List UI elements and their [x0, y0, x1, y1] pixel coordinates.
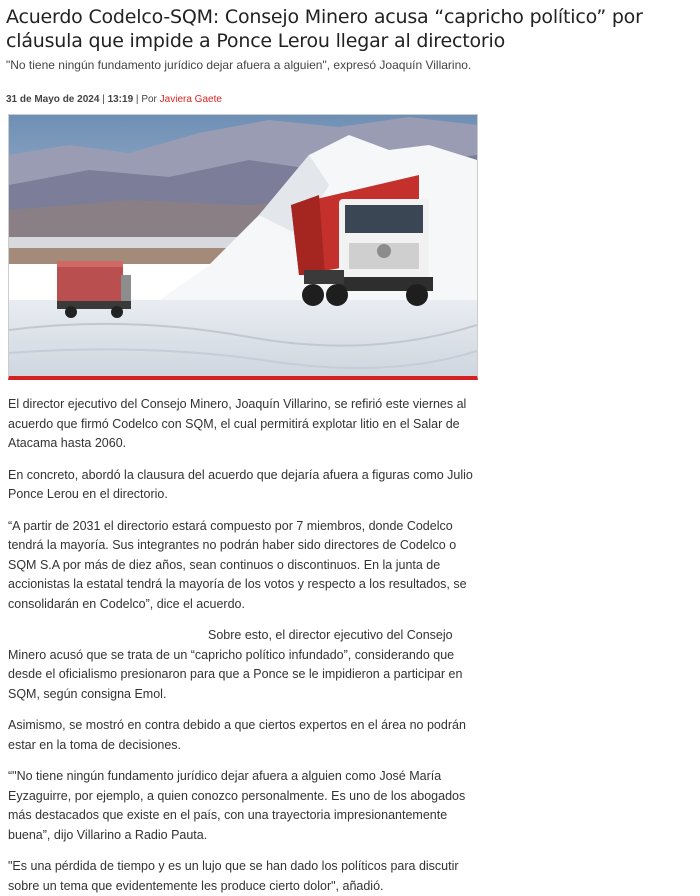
article-headline: Acuerdo Codelco-SQM: Consejo Minero acusa “capricho político” por cláusula que impide a Ponce Lerou llegar al directorio	[6, 6, 643, 52]
paragraph: El director ejecutivo del Consejo Minero, Joaquín Villarino, se refirió este viernes al acuerdo que firmó Codelco con SQM, el cual permitirá explotar litio en el Salar de Atacama hasta 2060.	[8, 397, 467, 450]
author-link[interactable]: Javiera Gaete	[159, 94, 222, 105]
article-date: 31 de Mayo de 2024	[6, 94, 100, 105]
paragraph: "Es una pérdida de tiempo y es un lujo que se han dado los políticos para discutir sobre un tema que evidentemente les produce cierto dolor", añadió.	[8, 859, 459, 893]
paragraph: Sobre esto, el director ejecutivo del Consejo Minero acusó que se trata de un “capricho político infundado”, considerando que desde el oficialismo presionaron para que a Ponce se le impidieron a participar en SQM, según consigna Emol.	[8, 628, 463, 701]
paragraph: “A partir de 2031 el directorio estará compuesto por 7 miembros, donde Codelco tendrá la mayoría. Sus integrantes no podrán haber sido directores de Codelco o SQM S.A por más de diez años, sean continuos o discontinuos. En la junta de accionistas la estatal tendrá la mayoría de los votos y respecto a los resultados, se consolidarán en Codelco”, dice el acuerdo.	[8, 518, 467, 611]
paragraph: En concreto, abordó la clausura del acuerdo que dejaría afuera a figuras como Julio Ponce Lerou en el directorio.	[8, 467, 473, 501]
article-time: 13:19	[107, 94, 134, 105]
paragraph: “"No tiene ningún fundamento jurídico dejar afuera a alguien como José María Eyzaguirre, por ejemplo, a quien conozco personalmente. Es uno de los abogados más destacados que existe en el país, con una trayectoria impresionantemente buena”, dijo Villarino a Radio Pauta.	[8, 769, 466, 842]
by-label: Por	[141, 94, 157, 105]
article-meta: 31 de Mayo de 2024 | 13:19 | Por Javiera Gaete	[6, 94, 222, 105]
article-photo	[8, 114, 478, 380]
paragraph: Asimismo, se mostró en contra debido a que ciertos expertos en el área no podrán estar en la toma de decisiones.	[8, 718, 466, 752]
salt-flat-trucks-image	[9, 115, 477, 376]
article-subtitle: "No tiene ningún fundamento jurídico dejar afuera a alguien", expresó Joaquín Villarino.	[6, 58, 472, 72]
article-body	[6, 395, 474, 896]
